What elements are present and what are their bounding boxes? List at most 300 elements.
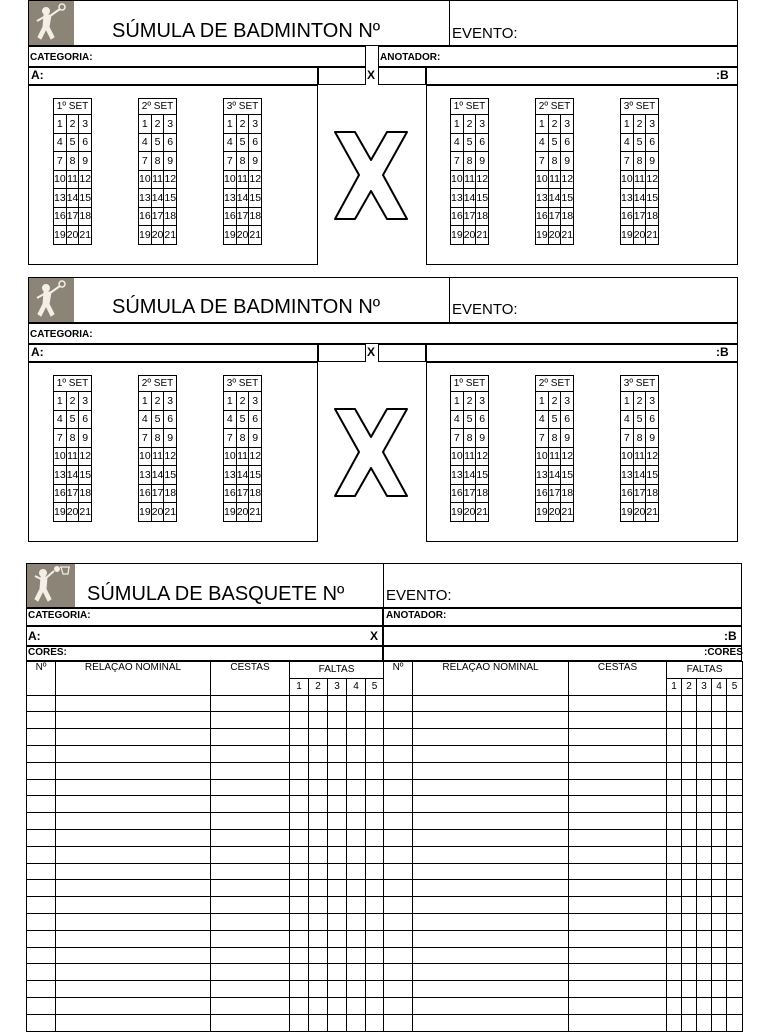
roster-cell[interactable] xyxy=(667,981,682,998)
point-cell[interactable]: 8 xyxy=(236,429,249,448)
roster-cell[interactable] xyxy=(366,863,384,880)
point-cell[interactable]: 10 xyxy=(536,170,549,189)
roster-cell[interactable] xyxy=(347,729,366,746)
point-cell[interactable]: 7 xyxy=(536,152,549,171)
roster-cell[interactable] xyxy=(347,779,366,796)
roster-cell[interactable] xyxy=(309,863,328,880)
roster-cell[interactable] xyxy=(347,796,366,813)
roster-cell[interactable] xyxy=(366,712,384,729)
roster-cell[interactable] xyxy=(347,762,366,779)
roster-cell[interactable] xyxy=(569,729,667,746)
point-cell[interactable]: 20 xyxy=(236,503,249,522)
roster-cell[interactable] xyxy=(211,745,290,762)
roster-cell[interactable] xyxy=(27,712,56,729)
roster-cell[interactable] xyxy=(347,745,366,762)
roster-cell[interactable] xyxy=(682,981,697,998)
roster-cell[interactable] xyxy=(413,1014,569,1031)
point-cell[interactable]: 2 xyxy=(151,392,164,411)
roster-cell[interactable] xyxy=(56,880,211,897)
team-a-field[interactable] xyxy=(26,626,383,646)
roster-cell[interactable] xyxy=(727,981,743,998)
point-cell[interactable]: 9 xyxy=(476,429,489,448)
point-cell[interactable]: 14 xyxy=(463,466,476,485)
point-cell[interactable]: 10 xyxy=(54,447,67,466)
roster-cell[interactable] xyxy=(712,796,727,813)
point-cell[interactable]: 15 xyxy=(646,466,659,485)
point-cell[interactable]: 18 xyxy=(476,207,489,226)
point-cell[interactable]: 6 xyxy=(476,133,489,152)
roster-cell[interactable] xyxy=(697,779,712,796)
point-cell[interactable]: 1 xyxy=(451,115,464,134)
roster-cell[interactable] xyxy=(328,796,347,813)
point-cell[interactable]: 14 xyxy=(151,189,164,208)
roster-cell[interactable] xyxy=(712,997,727,1014)
point-cell[interactable]: 9 xyxy=(646,429,659,448)
point-cell[interactable]: 7 xyxy=(451,152,464,171)
point-cell[interactable]: 1 xyxy=(621,115,634,134)
roster-cell[interactable] xyxy=(328,695,347,712)
point-cell[interactable]: 13 xyxy=(536,189,549,208)
point-cell[interactable]: 18 xyxy=(561,207,574,226)
point-cell[interactable]: 17 xyxy=(236,484,249,503)
roster-cell[interactable] xyxy=(569,829,667,846)
point-cell[interactable]: 3 xyxy=(476,392,489,411)
point-cell[interactable]: 16 xyxy=(621,484,634,503)
roster-cell[interactable] xyxy=(697,846,712,863)
roster-cell[interactable] xyxy=(712,813,727,830)
roster-cell[interactable] xyxy=(569,846,667,863)
roster-cell[interactable] xyxy=(328,863,347,880)
roster-cell[interactable] xyxy=(290,846,309,863)
roster-cell[interactable] xyxy=(667,880,682,897)
roster-cell[interactable] xyxy=(309,1014,328,1031)
roster-cell[interactable] xyxy=(56,947,211,964)
roster-cell[interactable] xyxy=(384,964,413,981)
point-cell[interactable]: 4 xyxy=(536,133,549,152)
roster-cell[interactable] xyxy=(667,947,682,964)
point-cell[interactable]: 1 xyxy=(621,392,634,411)
roster-cell[interactable] xyxy=(384,762,413,779)
point-cell[interactable]: 4 xyxy=(621,410,634,429)
point-cell[interactable]: 19 xyxy=(54,503,67,522)
point-cell[interactable]: 2 xyxy=(66,392,79,411)
roster-cell[interactable] xyxy=(682,997,697,1014)
roster-cell[interactable] xyxy=(27,913,56,930)
roster-cell[interactable] xyxy=(366,779,384,796)
roster-cell[interactable] xyxy=(328,880,347,897)
roster-cell[interactable] xyxy=(413,880,569,897)
roster-cell[interactable] xyxy=(682,813,697,830)
roster-cell[interactable] xyxy=(413,846,569,863)
roster-cell[interactable] xyxy=(347,897,366,914)
point-cell[interactable]: 9 xyxy=(561,429,574,448)
point-cell[interactable]: 19 xyxy=(451,503,464,522)
point-cell[interactable]: 16 xyxy=(139,207,152,226)
roster-cell[interactable] xyxy=(667,779,682,796)
roster-cell[interactable] xyxy=(211,880,290,897)
roster-cell[interactable] xyxy=(413,829,569,846)
point-cell[interactable]: 4 xyxy=(139,133,152,152)
roster-cell[interactable] xyxy=(366,880,384,897)
point-cell[interactable]: 16 xyxy=(451,207,464,226)
point-cell[interactable]: 9 xyxy=(79,429,92,448)
point-cell[interactable]: 21 xyxy=(164,503,177,522)
point-cell[interactable]: 2 xyxy=(236,392,249,411)
point-cell[interactable]: 17 xyxy=(633,484,646,503)
point-cell[interactable]: 18 xyxy=(646,207,659,226)
point-cell[interactable]: 16 xyxy=(451,484,464,503)
roster-cell[interactable] xyxy=(27,846,56,863)
roster-cell[interactable] xyxy=(366,981,384,998)
roster-cell[interactable] xyxy=(328,897,347,914)
roster-cell[interactable] xyxy=(727,863,743,880)
point-cell[interactable]: 5 xyxy=(66,410,79,429)
point-cell[interactable]: 9 xyxy=(249,152,262,171)
point-cell[interactable]: 11 xyxy=(151,447,164,466)
point-cell[interactable]: 17 xyxy=(548,207,561,226)
point-cell[interactable]: 3 xyxy=(79,115,92,134)
point-cell[interactable]: 14 xyxy=(463,189,476,208)
roster-cell[interactable] xyxy=(309,997,328,1014)
roster-cell[interactable] xyxy=(569,779,667,796)
roster-cell[interactable] xyxy=(27,880,56,897)
roster-cell[interactable] xyxy=(697,829,712,846)
roster-cell[interactable] xyxy=(697,1014,712,1031)
roster-cell[interactable] xyxy=(384,947,413,964)
roster-cell[interactable] xyxy=(667,745,682,762)
point-cell[interactable]: 4 xyxy=(54,133,67,152)
roster-cell[interactable] xyxy=(384,729,413,746)
point-cell[interactable]: 12 xyxy=(646,170,659,189)
roster-cell[interactable] xyxy=(211,729,290,746)
roster-cell[interactable] xyxy=(56,745,211,762)
roster-cell[interactable] xyxy=(347,913,366,930)
roster-cell[interactable] xyxy=(413,695,569,712)
roster-cell[interactable] xyxy=(211,997,290,1014)
point-cell[interactable]: 8 xyxy=(548,152,561,171)
roster-cell[interactable] xyxy=(384,913,413,930)
roster-cell[interactable] xyxy=(413,729,569,746)
point-cell[interactable]: 15 xyxy=(249,466,262,485)
point-cell[interactable]: 13 xyxy=(621,466,634,485)
roster-cell[interactable] xyxy=(569,762,667,779)
roster-cell[interactable] xyxy=(366,964,384,981)
roster-cell[interactable] xyxy=(366,913,384,930)
point-cell[interactable]: 6 xyxy=(561,133,574,152)
roster-cell[interactable] xyxy=(667,897,682,914)
point-cell[interactable]: 3 xyxy=(646,115,659,134)
point-cell[interactable]: 15 xyxy=(561,466,574,485)
colors-left-field[interactable] xyxy=(26,646,383,661)
roster-cell[interactable] xyxy=(347,829,366,846)
point-cell[interactable]: 3 xyxy=(646,392,659,411)
roster-cell[interactable] xyxy=(290,745,309,762)
point-cell[interactable]: 19 xyxy=(536,503,549,522)
point-cell[interactable]: 12 xyxy=(561,447,574,466)
point-cell[interactable]: 11 xyxy=(548,447,561,466)
roster-cell[interactable] xyxy=(211,829,290,846)
roster-cell[interactable] xyxy=(682,829,697,846)
roster-cell[interactable] xyxy=(366,813,384,830)
roster-cell[interactable] xyxy=(682,712,697,729)
roster-cell[interactable] xyxy=(667,695,682,712)
point-cell[interactable]: 10 xyxy=(139,447,152,466)
point-cell[interactable]: 5 xyxy=(151,410,164,429)
roster-cell[interactable] xyxy=(384,981,413,998)
roster-cell[interactable] xyxy=(727,796,743,813)
roster-cell[interactable] xyxy=(682,897,697,914)
point-cell[interactable]: 10 xyxy=(224,447,237,466)
point-cell[interactable]: 21 xyxy=(164,226,177,245)
roster-cell[interactable] xyxy=(211,762,290,779)
roster-cell[interactable] xyxy=(682,947,697,964)
roster-cell[interactable] xyxy=(27,947,56,964)
roster-cell[interactable] xyxy=(667,813,682,830)
point-cell[interactable]: 19 xyxy=(451,226,464,245)
point-cell[interactable]: 7 xyxy=(224,429,237,448)
point-cell[interactable]: 19 xyxy=(224,226,237,245)
roster-cell[interactable] xyxy=(569,913,667,930)
roster-cell[interactable] xyxy=(56,779,211,796)
point-cell[interactable]: 2 xyxy=(151,115,164,134)
roster-cell[interactable] xyxy=(290,981,309,998)
roster-cell[interactable] xyxy=(413,863,569,880)
roster-cell[interactable] xyxy=(413,981,569,998)
point-cell[interactable]: 20 xyxy=(548,226,561,245)
roster-cell[interactable] xyxy=(27,863,56,880)
roster-cell[interactable] xyxy=(347,880,366,897)
roster-cell[interactable] xyxy=(697,880,712,897)
roster-cell[interactable] xyxy=(667,1014,682,1031)
point-cell[interactable]: 15 xyxy=(164,466,177,485)
roster-cell[interactable] xyxy=(211,930,290,947)
roster-cell[interactable] xyxy=(384,813,413,830)
roster-cell[interactable] xyxy=(667,829,682,846)
point-cell[interactable]: 20 xyxy=(463,226,476,245)
roster-cell[interactable] xyxy=(712,779,727,796)
point-cell[interactable]: 1 xyxy=(451,392,464,411)
roster-cell[interactable] xyxy=(384,997,413,1014)
roster-cell[interactable] xyxy=(667,964,682,981)
team-a-field[interactable] xyxy=(28,344,318,362)
roster-cell[interactable] xyxy=(384,880,413,897)
point-cell[interactable]: 5 xyxy=(236,410,249,429)
roster-cell[interactable] xyxy=(569,813,667,830)
point-cell[interactable]: 21 xyxy=(476,226,489,245)
roster-cell[interactable] xyxy=(347,947,366,964)
point-cell[interactable]: 1 xyxy=(54,392,67,411)
roster-cell[interactable] xyxy=(697,981,712,998)
roster-cell[interactable] xyxy=(697,813,712,830)
point-cell[interactable]: 17 xyxy=(633,207,646,226)
point-cell[interactable]: 12 xyxy=(79,447,92,466)
roster-cell[interactable] xyxy=(290,813,309,830)
roster-cell[interactable] xyxy=(697,897,712,914)
point-cell[interactable]: 5 xyxy=(548,133,561,152)
point-cell[interactable]: 17 xyxy=(66,484,79,503)
point-cell[interactable]: 11 xyxy=(236,447,249,466)
roster-cell[interactable] xyxy=(328,846,347,863)
point-cell[interactable]: 1 xyxy=(139,392,152,411)
point-cell[interactable]: 11 xyxy=(633,170,646,189)
roster-cell[interactable] xyxy=(727,930,743,947)
roster-cell[interactable] xyxy=(712,913,727,930)
point-cell[interactable]: 5 xyxy=(463,410,476,429)
point-cell[interactable]: 7 xyxy=(139,152,152,171)
roster-cell[interactable] xyxy=(697,796,712,813)
roster-cell[interactable] xyxy=(712,964,727,981)
roster-cell[interactable] xyxy=(569,930,667,947)
roster-cell[interactable] xyxy=(211,846,290,863)
roster-cell[interactable] xyxy=(712,729,727,746)
roster-cell[interactable] xyxy=(56,913,211,930)
roster-cell[interactable] xyxy=(290,897,309,914)
point-cell[interactable]: 4 xyxy=(451,133,464,152)
roster-cell[interactable] xyxy=(27,779,56,796)
roster-cell[interactable] xyxy=(211,712,290,729)
point-cell[interactable]: 15 xyxy=(249,189,262,208)
roster-cell[interactable] xyxy=(211,897,290,914)
point-cell[interactable]: 8 xyxy=(151,429,164,448)
roster-cell[interactable] xyxy=(667,796,682,813)
point-cell[interactable]: 7 xyxy=(536,429,549,448)
roster-cell[interactable] xyxy=(667,762,682,779)
point-cell[interactable]: 14 xyxy=(66,466,79,485)
roster-cell[interactable] xyxy=(290,964,309,981)
roster-cell[interactable] xyxy=(413,796,569,813)
point-cell[interactable]: 11 xyxy=(66,447,79,466)
point-cell[interactable]: 11 xyxy=(463,170,476,189)
roster-cell[interactable] xyxy=(290,947,309,964)
roster-cell[interactable] xyxy=(727,880,743,897)
roster-cell[interactable] xyxy=(384,1014,413,1031)
roster-cell[interactable] xyxy=(682,695,697,712)
roster-cell[interactable] xyxy=(56,981,211,998)
point-cell[interactable]: 17 xyxy=(151,207,164,226)
roster-cell[interactable] xyxy=(309,964,328,981)
point-cell[interactable]: 9 xyxy=(476,152,489,171)
point-cell[interactable]: 4 xyxy=(54,410,67,429)
roster-cell[interactable] xyxy=(309,796,328,813)
roster-cell[interactable] xyxy=(366,947,384,964)
roster-cell[interactable] xyxy=(697,947,712,964)
point-cell[interactable]: 14 xyxy=(236,189,249,208)
roster-cell[interactable] xyxy=(309,813,328,830)
point-cell[interactable]: 6 xyxy=(561,410,574,429)
point-cell[interactable]: 10 xyxy=(451,447,464,466)
point-cell[interactable]: 3 xyxy=(249,115,262,134)
roster-cell[interactable] xyxy=(309,913,328,930)
point-cell[interactable]: 4 xyxy=(224,410,237,429)
roster-cell[interactable] xyxy=(667,712,682,729)
point-cell[interactable]: 21 xyxy=(249,226,262,245)
roster-cell[interactable] xyxy=(211,779,290,796)
roster-cell[interactable] xyxy=(27,829,56,846)
roster-cell[interactable] xyxy=(366,796,384,813)
point-cell[interactable]: 13 xyxy=(224,189,237,208)
point-cell[interactable]: 9 xyxy=(79,152,92,171)
roster-cell[interactable] xyxy=(309,762,328,779)
point-cell[interactable]: 21 xyxy=(249,503,262,522)
point-cell[interactable]: 14 xyxy=(548,189,561,208)
roster-cell[interactable] xyxy=(211,796,290,813)
roster-cell[interactable] xyxy=(697,913,712,930)
point-cell[interactable]: 4 xyxy=(451,410,464,429)
point-cell[interactable]: 12 xyxy=(476,170,489,189)
roster-cell[interactable] xyxy=(712,745,727,762)
point-cell[interactable]: 20 xyxy=(66,226,79,245)
roster-cell[interactable] xyxy=(727,913,743,930)
point-cell[interactable]: 21 xyxy=(79,226,92,245)
roster-cell[interactable] xyxy=(290,997,309,1014)
roster-cell[interactable] xyxy=(366,997,384,1014)
roster-cell[interactable] xyxy=(569,745,667,762)
roster-cell[interactable] xyxy=(682,745,697,762)
point-cell[interactable]: 18 xyxy=(164,207,177,226)
point-cell[interactable]: 7 xyxy=(621,152,634,171)
roster-cell[interactable] xyxy=(569,880,667,897)
roster-cell[interactable] xyxy=(347,964,366,981)
roster-cell[interactable] xyxy=(309,947,328,964)
point-cell[interactable]: 8 xyxy=(66,152,79,171)
roster-cell[interactable] xyxy=(697,964,712,981)
roster-cell[interactable] xyxy=(712,1014,727,1031)
roster-cell[interactable] xyxy=(27,729,56,746)
point-cell[interactable]: 10 xyxy=(451,170,464,189)
point-cell[interactable]: 17 xyxy=(463,484,476,503)
roster-cell[interactable] xyxy=(328,1014,347,1031)
point-cell[interactable]: 9 xyxy=(561,152,574,171)
roster-cell[interactable] xyxy=(366,897,384,914)
point-cell[interactable]: 21 xyxy=(79,503,92,522)
roster-cell[interactable] xyxy=(290,779,309,796)
roster-cell[interactable] xyxy=(384,897,413,914)
roster-cell[interactable] xyxy=(697,712,712,729)
point-cell[interactable]: 13 xyxy=(54,466,67,485)
point-cell[interactable]: 13 xyxy=(536,466,549,485)
roster-cell[interactable] xyxy=(347,846,366,863)
point-cell[interactable]: 4 xyxy=(139,410,152,429)
roster-cell[interactable] xyxy=(682,796,697,813)
roster-cell[interactable] xyxy=(384,863,413,880)
roster-cell[interactable] xyxy=(413,997,569,1014)
point-cell[interactable]: 14 xyxy=(66,189,79,208)
roster-cell[interactable] xyxy=(290,829,309,846)
roster-cell[interactable] xyxy=(413,930,569,947)
point-cell[interactable]: 17 xyxy=(236,207,249,226)
roster-cell[interactable] xyxy=(366,1014,384,1031)
roster-cell[interactable] xyxy=(347,997,366,1014)
roster-cell[interactable] xyxy=(56,829,211,846)
point-cell[interactable]: 5 xyxy=(633,410,646,429)
point-cell[interactable]: 21 xyxy=(646,226,659,245)
point-cell[interactable]: 6 xyxy=(249,410,262,429)
roster-cell[interactable] xyxy=(667,863,682,880)
roster-cell[interactable] xyxy=(384,695,413,712)
roster-cell[interactable] xyxy=(697,997,712,1014)
point-cell[interactable]: 10 xyxy=(54,170,67,189)
roster-cell[interactable] xyxy=(384,846,413,863)
point-cell[interactable]: 16 xyxy=(224,484,237,503)
roster-cell[interactable] xyxy=(309,930,328,947)
point-cell[interactable]: 14 xyxy=(548,466,561,485)
roster-cell[interactable] xyxy=(27,930,56,947)
roster-cell[interactable] xyxy=(727,779,743,796)
roster-cell[interactable] xyxy=(727,745,743,762)
point-cell[interactable]: 12 xyxy=(561,170,574,189)
point-cell[interactable]: 17 xyxy=(151,484,164,503)
roster-cell[interactable] xyxy=(56,762,211,779)
